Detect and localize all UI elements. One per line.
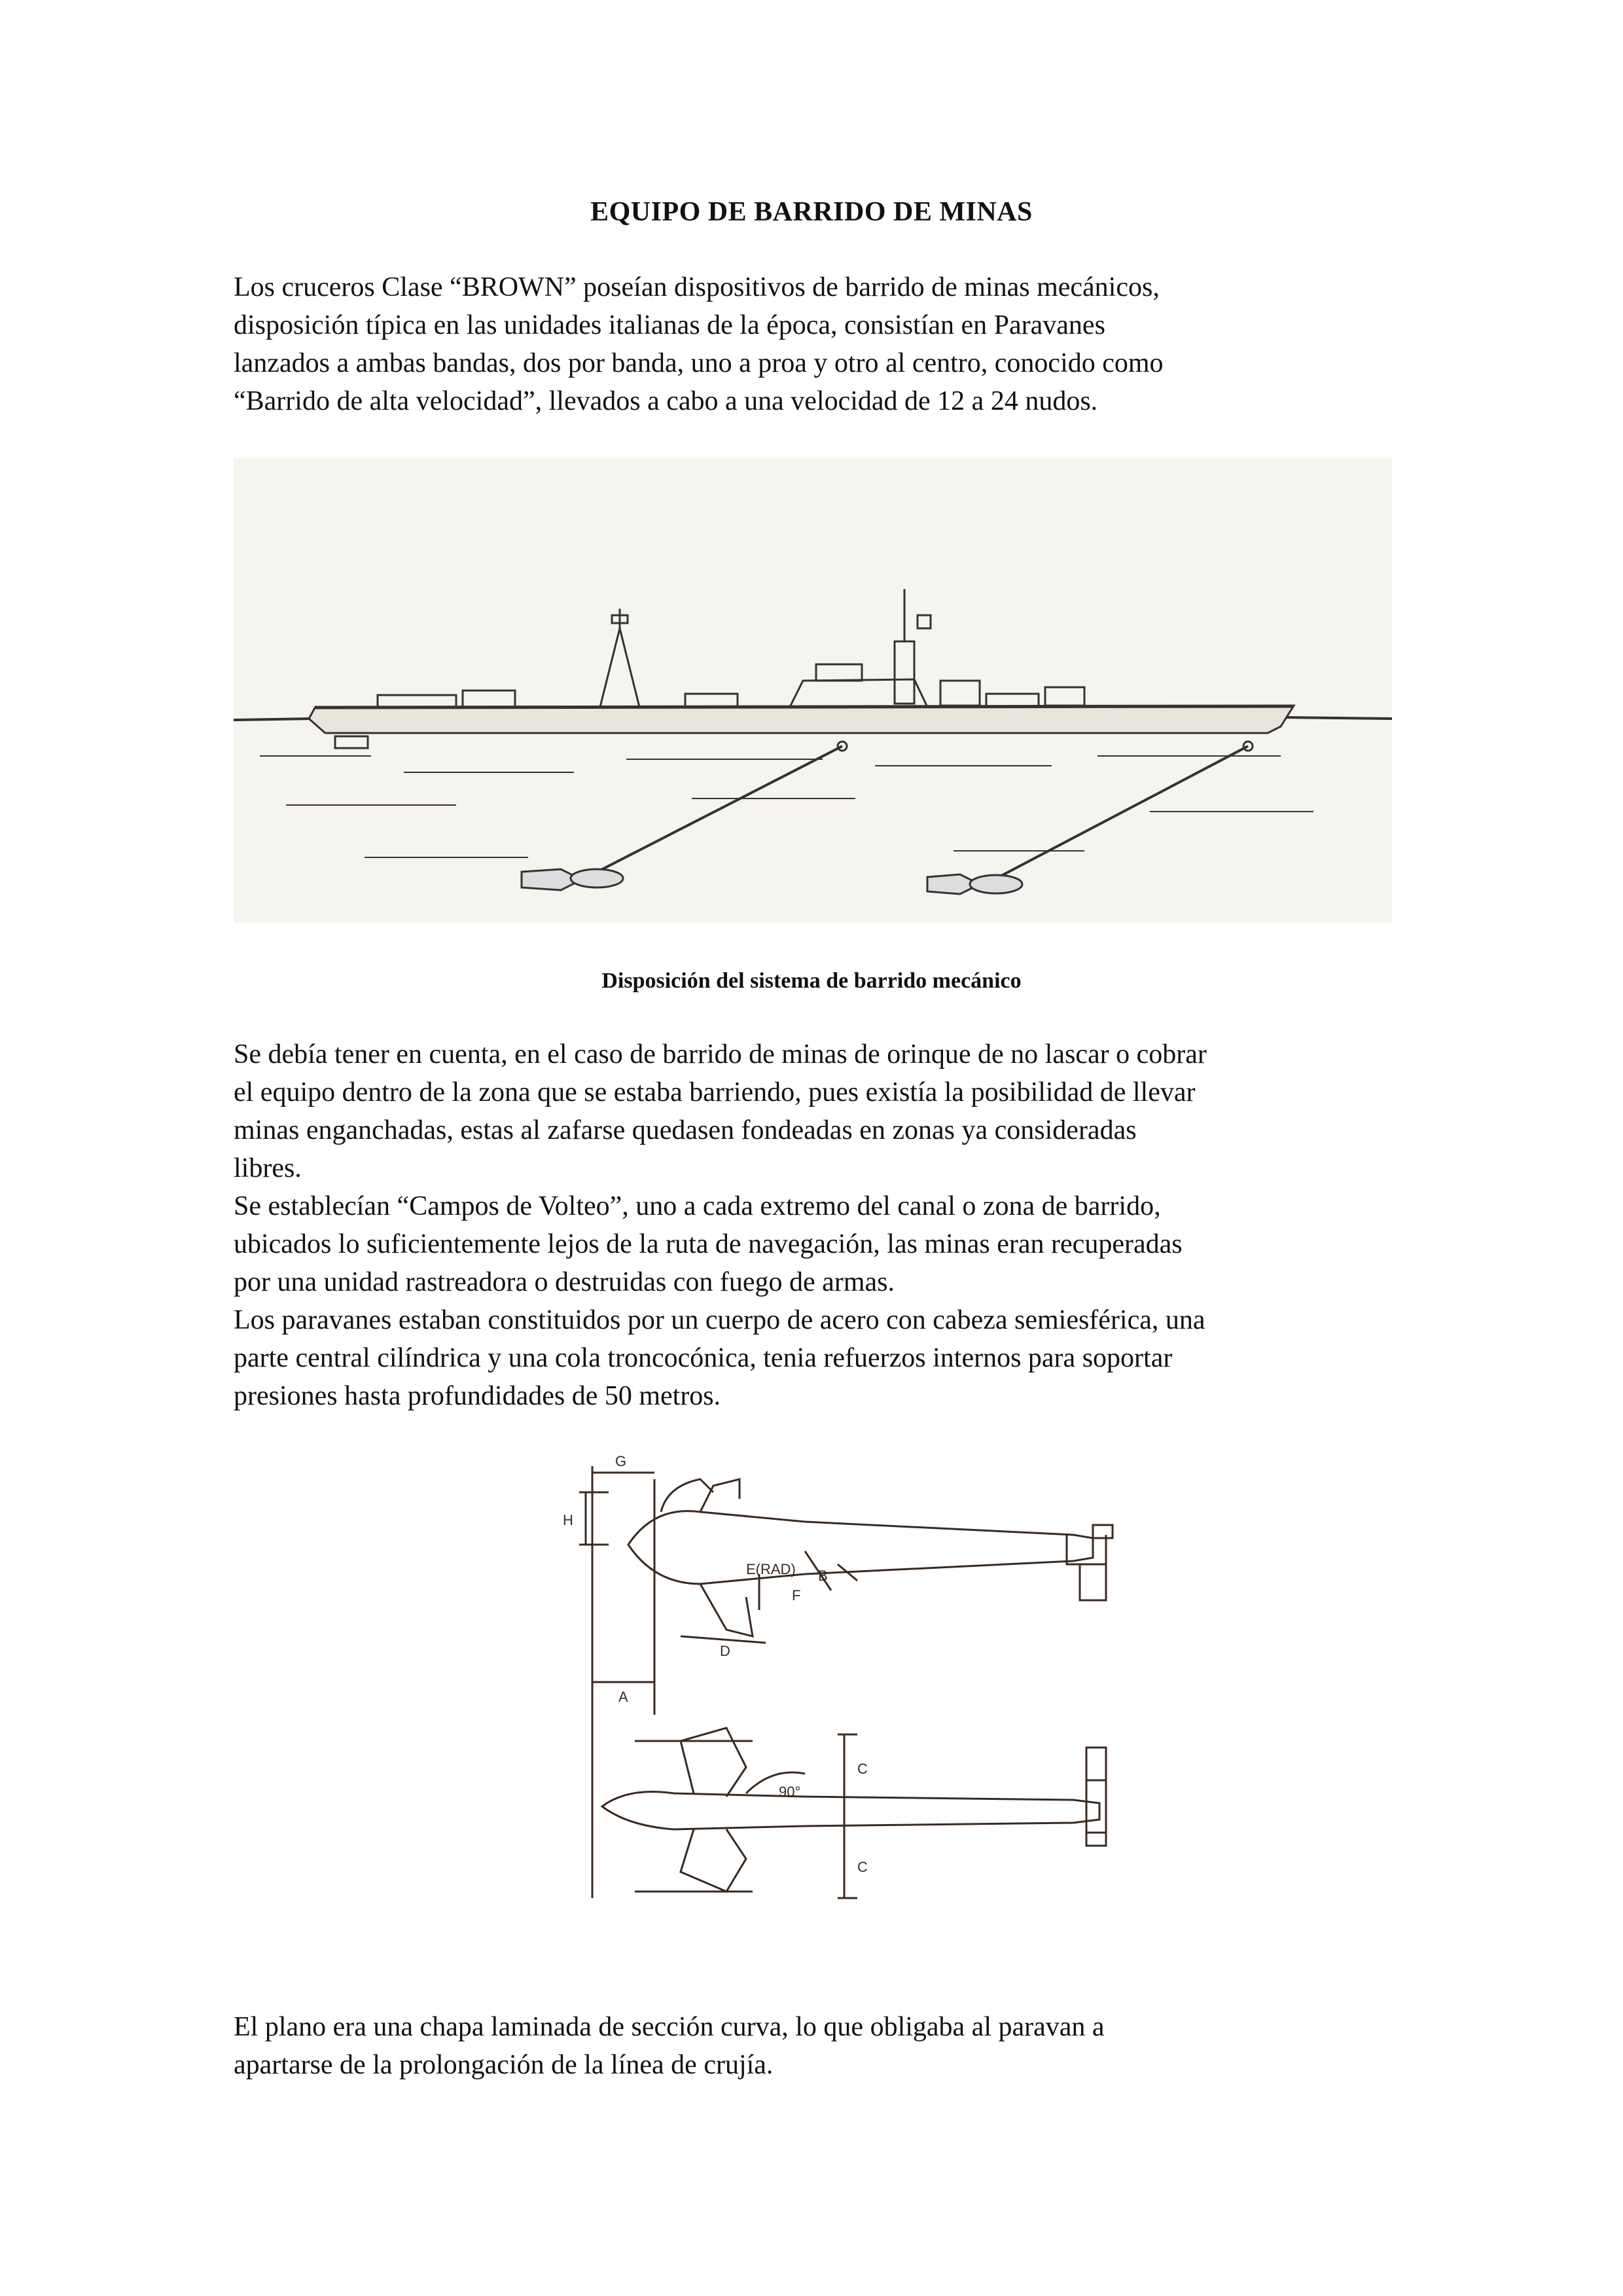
text-line: ubicados lo suficientemente lejos de la ruta de navegación, las minas eran recuperadas	[234, 1229, 1183, 1259]
paravane-technical-drawing	[530, 1440, 1119, 1911]
label-h: H	[563, 1512, 573, 1528]
text-line: El plano era una chapa laminada de sección curva, lo que obligaba al paravan a	[234, 2012, 1105, 2042]
label-a: A	[618, 1689, 628, 1705]
text-line: por una unidad rastreadora o destruidas con fuego de armas.	[234, 1267, 895, 1297]
label-c-bottom: C	[857, 1859, 868, 1875]
text-line: Los cruceros Clase “BROWN” poseían dispositivos de barrido de minas mecánicos,	[234, 272, 1160, 302]
label-angle: 90°	[779, 1784, 801, 1800]
closing-paragraph	[234, 2008, 1412, 2084]
page-title: EQUIPO DE BARRIDO DE MINAS	[590, 197, 1033, 227]
text-line: Se debía tener en cuenta, en el caso de barrido de minas de orinque de no lascar o cobrar	[234, 1039, 1207, 1069]
paravane-drawing	[530, 1440, 1119, 1911]
text-line: Los paravanes estaban constituidos por un cuerpo de acero con cabeza semiesférica, una	[234, 1305, 1205, 1335]
text-line: apartarse de la prolongación de la línea de crujía.	[234, 2050, 774, 2080]
label-c-top: C	[857, 1761, 868, 1777]
text-line: minas enganchadas, estas al zafarse quedasen fondeadas en zonas ya consideradas	[234, 1115, 1137, 1145]
text-line: parte central cilíndrica y una cola troncocónica, tenia refuerzos internos para soportar	[234, 1343, 1173, 1373]
figure1-caption: Disposición del sistema de barrido mecánico	[601, 969, 1022, 993]
intro-paragraph	[234, 268, 1412, 420]
text-line: libres.	[234, 1153, 302, 1183]
label-g: G	[615, 1453, 627, 1469]
text-line: el equipo dentro de la zona que se estaba barriendo, pues existía la posibilidad de llevar	[234, 1077, 1196, 1107]
text-line: Se establecían “Campos de Volteo”, uno a cada extremo del canal o zona de barrido,	[234, 1191, 1161, 1221]
text-line: lanzados a ambas bandas, dos por banda, uno a proa y otro al centro, conocido como	[234, 348, 1164, 378]
ship-sweep-figure	[234, 458, 1392, 923]
text-line: disposición típica en las unidades italianas de la época, consistían en Paravanes	[234, 310, 1105, 340]
text-line: presiones hasta profundidades de 50 metros.	[234, 1381, 721, 1411]
label-f: F	[792, 1587, 801, 1604]
label-d: D	[720, 1643, 730, 1659]
body-paragraph	[234, 1035, 1412, 1415]
text-line: “Barrido de alta velocidad”, llevados a cabo a una velocidad de 12 a 24 nudos.	[234, 386, 1098, 416]
ship-sweep-illustration	[234, 458, 1392, 923]
label-e: E(RAD)	[746, 1561, 796, 1577]
label-b: B	[818, 1568, 828, 1584]
